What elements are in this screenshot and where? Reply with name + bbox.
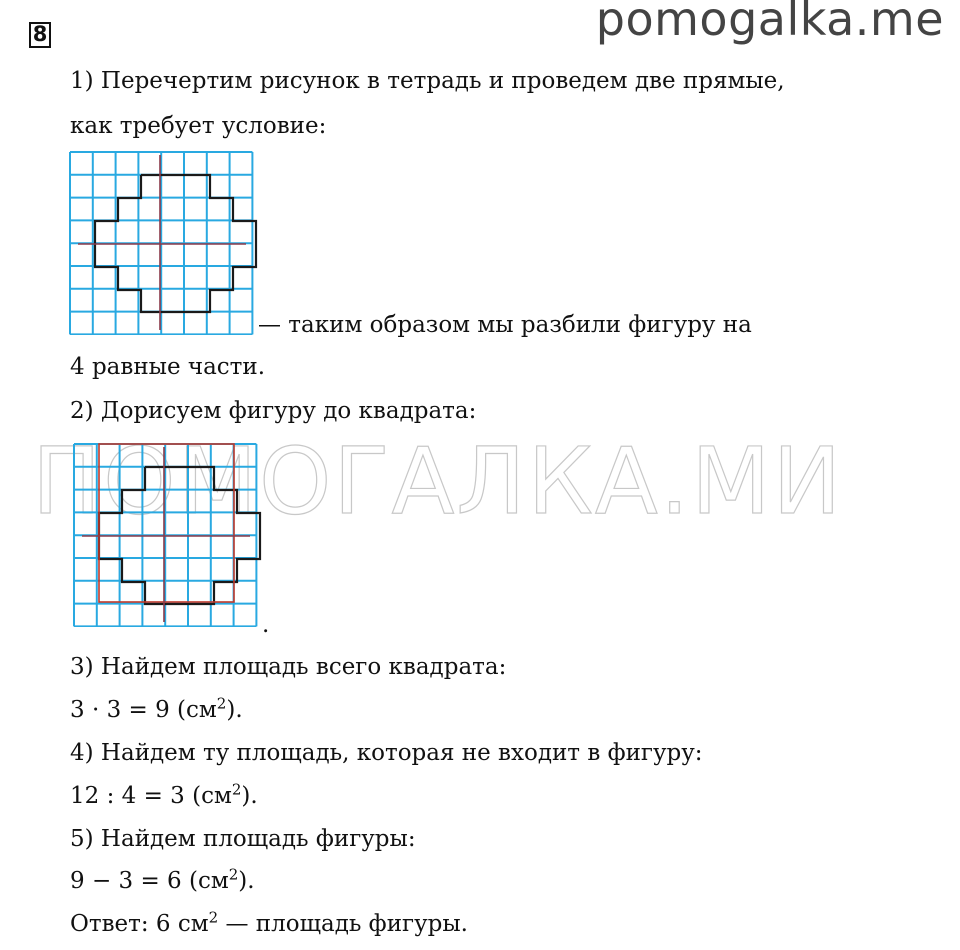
- eq-3-main: 3 · 3 = 9 (см: [70, 697, 217, 723]
- eq-5-exponent: 2: [228, 865, 239, 884]
- step-4-line: 4) Найдем ту площадь, которая не входит в фигуру:: [70, 740, 703, 766]
- eq-3-end: ).: [226, 697, 243, 723]
- answer-exponent: 2: [208, 908, 219, 927]
- figure-1-grid-drawing: [68, 150, 258, 335]
- figure-2-grid-drawing: [72, 442, 262, 627]
- answer-end: — площадь фигуры.: [218, 911, 468, 937]
- eq-5-end: ).: [238, 868, 255, 894]
- eq-4-exponent: 2: [231, 780, 242, 799]
- step-1-line-1: 1) Перечертим рисунок в тетрадь и проведем две прямые,: [70, 68, 785, 94]
- task-number-box: 8: [29, 22, 51, 48]
- eq-5-main: 9 − 3 = 6 (см: [70, 868, 229, 894]
- step-5-equation: [70, 866, 255, 896]
- step-5-line: 5) Найдем площадь фигуры:: [70, 826, 416, 852]
- eq-3-exponent: 2: [216, 694, 227, 713]
- step-3-line: 3) Найдем площадь всего квадрата:: [70, 654, 507, 680]
- answer-main: Ответ: 6 см: [70, 911, 209, 937]
- step-1-line-4: 4 равные части.: [70, 354, 266, 380]
- site-logo-text: pomogalka.me: [595, 0, 944, 46]
- step-2-line: 2) Дорисуем фигуру до квадрата:: [70, 398, 477, 424]
- step-1-line-2: как требует условие:: [70, 113, 327, 139]
- eq-4-main: 12 : 4 = 3 (см: [70, 783, 232, 809]
- watermark: ПОМОГАЛКА.МИ: [32, 428, 844, 535]
- figure-2-period: .: [262, 612, 270, 638]
- step-3-equation: [70, 695, 243, 725]
- eq-4-end: ).: [241, 783, 258, 809]
- step-1-line-3: — таким образом мы разбили фигуру на: [258, 312, 752, 338]
- step-4-equation: [70, 781, 258, 811]
- answer-line: [70, 909, 468, 939]
